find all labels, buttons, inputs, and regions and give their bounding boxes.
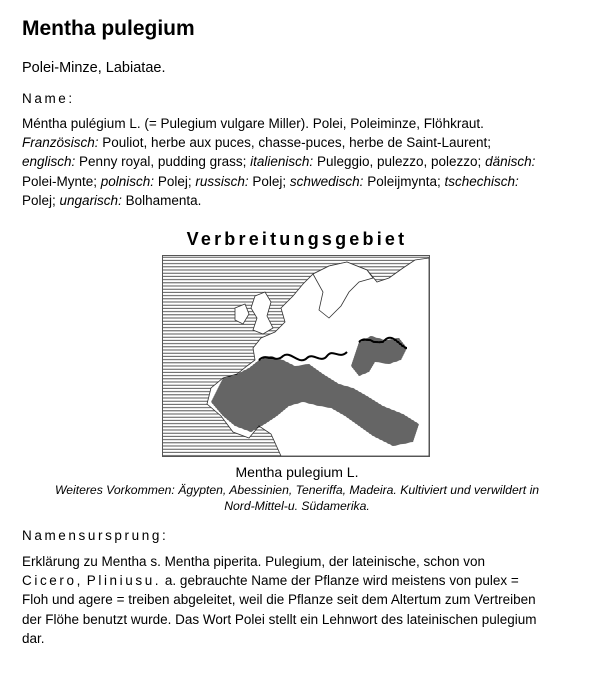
- names-english: Penny royal, pudding grass;: [75, 154, 251, 170]
- map-caption-note: [22, 483, 572, 514]
- distribution-map: [162, 255, 430, 457]
- lang-polish: polnisch:: [100, 173, 155, 189]
- lang-hungarian: ungarisch:: [59, 192, 122, 208]
- names-czech: Polej;: [22, 192, 60, 208]
- botanical-name-line: Méntha pulégium L. (= Pulegium vulgare Miller). Polei, Poleiminze, Flöhkraut.: [22, 116, 484, 131]
- lang-italian: italienisch:: [250, 154, 314, 170]
- origin-line-4: der Flöhe benutzt wurde. Das Wort Polei stellt ein Lehnwort des lateinischen pulegium: [22, 611, 537, 627]
- names-polish: Polej;: [154, 173, 196, 189]
- names-danish: Polei-Mynte;: [22, 173, 101, 189]
- page-title: Mentha pulegium: [22, 17, 195, 40]
- lang-russian: russisch:: [195, 173, 249, 189]
- names-russian: Polej;: [248, 173, 290, 189]
- note-line-2: Nord-Mittel-u. Südamerika.: [224, 498, 370, 513]
- map-caption: Mentha pulegium L.: [235, 464, 359, 480]
- origin-section-text: [22, 552, 570, 648]
- page-subtitle: Polei-Minze, Labiatae.: [22, 60, 166, 76]
- lang-czech: tschechisch:: [444, 173, 519, 189]
- origin-line-2: a. gebrauchte Name der Pflanze wird meistens von pulex =: [161, 573, 519, 589]
- note-line-1: Weiteres Vorkommen: Ägypten, Abessinien, Teneriffa, Madeira. Kultiviert und verwildert in: [54, 483, 540, 497]
- europe-map-image: [163, 256, 429, 456]
- distribution-heading: Verbreitungsgebiet: [186, 229, 408, 249]
- names-swedish: Poleijmynta;: [363, 173, 445, 189]
- author-plinius: Pliniusu.: [86, 573, 162, 589]
- names-hungarian: Bolhamenta.: [121, 192, 202, 208]
- origin-line-3: Floh und agere = treiben abgeleitet, weil die Pflanze seit dem Altertum zum Vertreiben: [22, 592, 536, 608]
- lang-french: Französisch:: [22, 135, 99, 151]
- origin-section-label: Namensursprung:: [22, 528, 169, 543]
- lang-english: englisch:: [22, 154, 76, 170]
- name-section-text: [22, 114, 570, 210]
- lang-danish: dänisch:: [485, 154, 536, 170]
- names-french: Pouliot, herbe aux puces, chasse-puces, herbe de Saint-Laurent;: [98, 135, 492, 151]
- origin-line-1: Erklärung zu Mentha s. Mentha piperita. Pulegium, der lateinische, schon von: [22, 554, 486, 569]
- lang-swedish: schwedisch:: [289, 173, 364, 189]
- name-section-label: Name:: [22, 91, 75, 106]
- origin-line-5: dar.: [22, 630, 45, 646]
- author-cicero: Cicero,: [22, 573, 83, 589]
- names-italian: Puleggio, pulezzo, polezzo;: [313, 154, 486, 170]
